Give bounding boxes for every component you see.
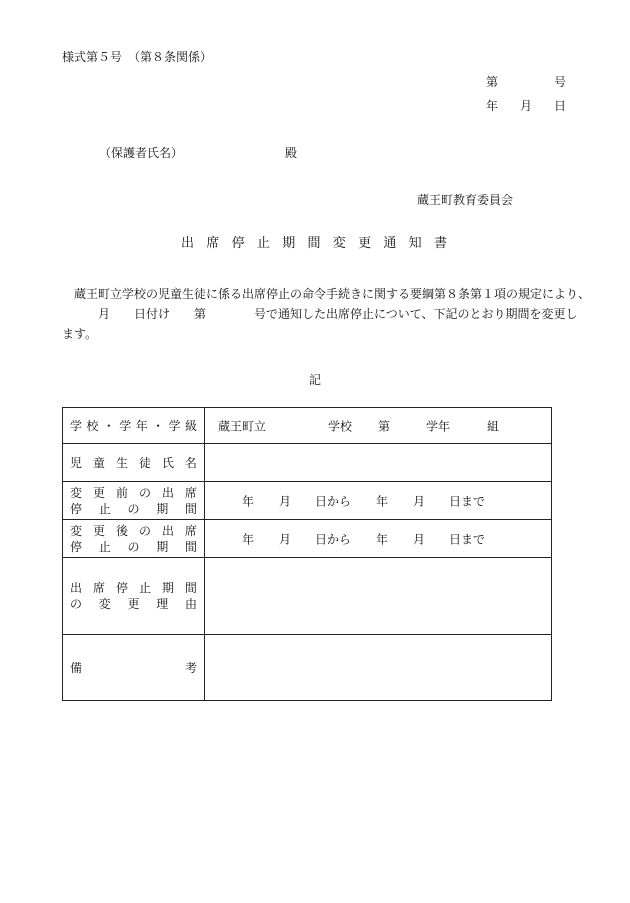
document-title: 出席停止期間変更通知書 <box>181 236 447 251</box>
after-period-cell <box>205 520 552 558</box>
reason-label-cell <box>63 558 205 634</box>
period-from: 日から <box>315 532 352 547</box>
table-row <box>63 408 552 444</box>
reason-value-cell <box>205 558 552 634</box>
remarks-label-first: 備 <box>70 660 83 675</box>
period-month: 月 <box>279 532 292 547</box>
school-suffix: 学校 <box>328 419 353 434</box>
body-line: ます。 <box>62 327 98 341</box>
date-day: 日 <box>553 99 566 113</box>
grade-prefix: 第 <box>378 419 391 434</box>
table-row <box>63 444 552 482</box>
reason-label-line-1: 出 席 停 止 期 間 <box>70 581 197 596</box>
body-line: 月 日付け 第 号で通知した出席停止について、下記のとおり期間を変更し <box>62 307 578 321</box>
period-to: 日まで <box>449 494 486 509</box>
addressee-label: （保護者氏名） <box>99 146 184 160</box>
table-row <box>63 558 552 634</box>
school-town: 蔵王町立 <box>218 419 267 434</box>
period-month: 月 <box>413 532 426 547</box>
body-text <box>62 284 591 344</box>
addressee-honorific: 殿 <box>285 146 298 160</box>
before-label-line-1: 変 更 前 の 出 席 <box>70 485 197 500</box>
sender-name: 蔵王町教育委員会 <box>417 193 514 207</box>
remarks-value-cell <box>205 634 552 700</box>
document-number-line <box>486 75 566 89</box>
school-value-cell <box>205 408 552 444</box>
notice-table <box>62 407 552 701</box>
date-month: 月 <box>519 99 532 113</box>
after-label-cell <box>63 520 205 558</box>
school-label-cell <box>63 408 205 444</box>
table-row <box>63 634 552 700</box>
period-year: 年 <box>376 532 389 547</box>
grade-suffix: 学年 <box>426 419 451 434</box>
table-row <box>63 520 552 558</box>
period-month: 月 <box>279 494 292 509</box>
period-from: 日から <box>315 494 352 509</box>
after-label-line-1: 変 更 後 の 出 席 <box>70 523 197 538</box>
date-line <box>486 99 566 113</box>
form-number: 様式第５号 （第８条関係） <box>62 50 213 64</box>
before-period-cell <box>205 482 552 520</box>
period-to: 日まで <box>449 532 486 547</box>
before-label-line-2: 停 止 の 期 間 <box>70 501 197 516</box>
doc-number-prefix: 第 <box>486 75 499 89</box>
student-label-cell <box>63 444 205 482</box>
doc-number-suffix: 号 <box>553 75 566 89</box>
date-year: 年 <box>486 99 499 113</box>
after-label-line-2: 停 止 の 期 間 <box>70 539 197 554</box>
body-line: 蔵王町立学校の児童生徒に係る出席停止の命令手続きに関する要綱第８条第１項の規定により、 <box>62 287 591 301</box>
remarks-label-cell <box>63 634 205 700</box>
before-label-cell <box>63 482 205 520</box>
period-year: 年 <box>242 494 255 509</box>
period-year: 年 <box>242 532 255 547</box>
school-label: 学 校 ・ 学 年 ・ 学 級 <box>70 419 197 434</box>
reason-label-line-2: の 変 更 理 由 <box>70 597 197 612</box>
period-month: 月 <box>413 494 426 509</box>
student-label: 児 童 生 徒 氏 名 <box>70 456 197 471</box>
student-value-cell <box>205 444 552 482</box>
remarks-label-second: 考 <box>184 660 197 675</box>
period-year: 年 <box>376 494 389 509</box>
class-suffix: 組 <box>487 419 500 434</box>
ki-heading: 記 <box>309 373 322 387</box>
remarks-label <box>70 659 197 676</box>
table-row <box>63 482 552 520</box>
